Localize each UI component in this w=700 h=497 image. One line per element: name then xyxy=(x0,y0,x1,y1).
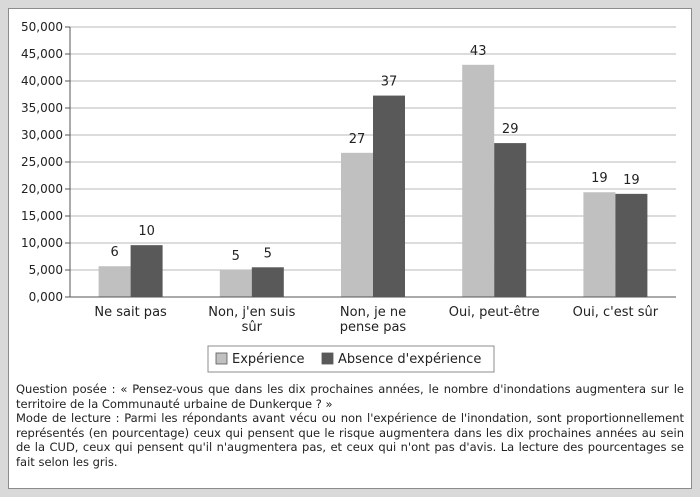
legend-label: Expérience xyxy=(232,352,305,367)
y-tick-label: 50,000 xyxy=(21,20,63,34)
x-axis xyxy=(70,297,676,335)
legend-swatch xyxy=(322,353,333,364)
bar-absence-0 xyxy=(131,245,163,297)
category-label: Non, je ne xyxy=(339,305,407,320)
chart-notes xyxy=(16,382,684,470)
bar-absence-4 xyxy=(615,194,647,297)
legend-label: Absence d'expérience xyxy=(338,352,482,367)
bars xyxy=(99,65,648,297)
bar-absence-1 xyxy=(252,267,284,297)
data-label: 29 xyxy=(501,122,519,138)
bar-experience-1 xyxy=(220,270,252,297)
y-tick-label: 45,000 xyxy=(21,47,63,61)
bar-absence-3 xyxy=(494,143,526,297)
y-tick-label: 5,000 xyxy=(28,263,63,277)
bar-absence-2 xyxy=(373,96,405,297)
y-tick-label: 20,000 xyxy=(21,182,63,196)
category-label: Non, j'en suis xyxy=(208,305,296,320)
data-label: 5 xyxy=(231,249,240,264)
question-text: Question posée : « Pensez-vous que dans les dix prochaines années, le nombre d'inondations augmentera sur le territoire de la Communauté urbaine de Dunkerque ? » xyxy=(16,382,684,411)
bar-experience-2 xyxy=(341,153,373,297)
y-axis xyxy=(21,20,70,304)
category-label: Ne sait pas xyxy=(94,305,167,320)
legend xyxy=(208,346,494,372)
data-label: 19 xyxy=(623,172,640,188)
bar-experience-3 xyxy=(462,65,494,297)
y-tick-label: 25,000 xyxy=(21,155,63,169)
y-tick-label: 15,000 xyxy=(21,209,63,223)
category-label: sûr xyxy=(241,320,262,335)
y-tick-label: 40,000 xyxy=(21,74,63,88)
legend-swatch xyxy=(216,353,227,364)
data-label: 27 xyxy=(348,131,366,147)
reading-mode-text: Mode de lecture : Parmi les répondants avant vécu ou non l'expérience de l'inondation, sont proportionnellement représentés (en pourcentage) ceux qui pensent que le risque augmentera dans les dix prochaines années au sein de la CUD, ceux qui pensent qu'il n'augmentera pas, et ceux qui n'ont pas d'avis. La lecture des pourcentages se fait selon les gris. xyxy=(16,411,684,469)
y-tick-label: 35,000 xyxy=(21,101,63,115)
data-label: 6 xyxy=(110,245,119,261)
data-label: 10 xyxy=(138,224,155,240)
bar-experience-4 xyxy=(583,192,615,297)
data-label: 43 xyxy=(469,43,487,59)
y-tick-label: 30,000 xyxy=(21,128,63,142)
y-tick-label: 0,000 xyxy=(28,290,63,304)
category-label: Oui, c'est sûr xyxy=(572,305,659,320)
category-label: Oui, peut-être xyxy=(448,305,540,320)
data-label: 5 xyxy=(263,246,272,262)
data-label: 19 xyxy=(591,171,608,187)
bar-experience-0 xyxy=(99,266,131,297)
y-tick-label: 10,000 xyxy=(21,236,63,250)
data-label: 37 xyxy=(380,74,398,90)
category-label: pense pas xyxy=(339,320,407,335)
